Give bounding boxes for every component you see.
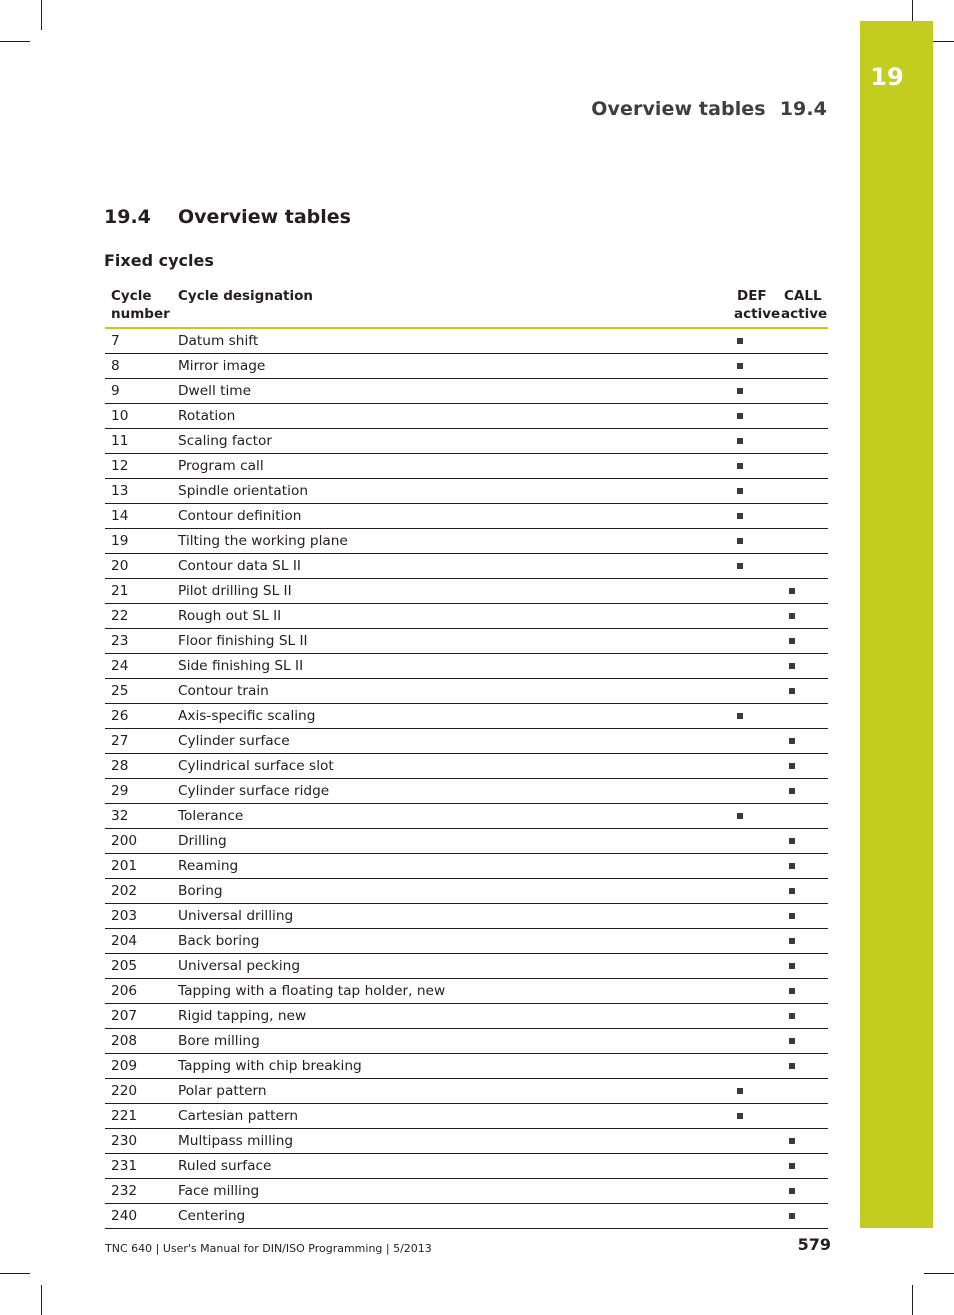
crop-mark (0, 1273, 30, 1274)
def-active-marker (737, 1088, 743, 1094)
call-active-cell (778, 779, 828, 804)
table-row (105, 1179, 828, 1204)
def-active-marker (737, 563, 743, 569)
table-row (105, 604, 828, 629)
def-active-marker (737, 388, 743, 394)
cycle-number-cell: 24 (105, 654, 172, 679)
call-active-marker (789, 1138, 795, 1144)
call-active-cell (778, 529, 828, 554)
header-cycle-number: Cycle number (105, 283, 172, 328)
def-active-marker (737, 413, 743, 419)
cycle-designation-cell: Floor finishing SL II (172, 629, 731, 654)
call-active-cell (778, 904, 828, 929)
def-active-cell (731, 354, 778, 379)
cycle-number-cell: 20 (105, 554, 172, 579)
running-header (591, 98, 827, 120)
table-row (105, 729, 828, 754)
cycle-number-cell: 207 (105, 1004, 172, 1029)
cycle-designation-cell: Back boring (172, 929, 731, 954)
call-active-marker (789, 988, 795, 994)
call-active-cell (778, 1054, 828, 1079)
def-active-cell (731, 979, 778, 1004)
call-active-cell (778, 729, 828, 754)
def-active-cell (731, 854, 778, 879)
call-active-cell (778, 454, 828, 479)
def-active-marker (737, 338, 743, 344)
call-active-cell (778, 1204, 828, 1229)
cycle-designation-cell: Cylindrical surface slot (172, 754, 731, 779)
cycle-number-cell: 231 (105, 1154, 172, 1179)
def-active-cell (731, 879, 778, 904)
cycle-number-cell: 221 (105, 1104, 172, 1129)
table-row (105, 579, 828, 604)
table-row (105, 904, 828, 929)
cycle-designation-cell: Program call (172, 454, 731, 479)
call-active-cell (778, 804, 828, 829)
def-active-marker (737, 438, 743, 444)
def-active-cell (731, 1154, 778, 1179)
call-active-cell (778, 979, 828, 1004)
call-active-cell (778, 954, 828, 979)
table-row (105, 654, 828, 679)
cycle-designation-cell: Ruled surface (172, 1154, 731, 1179)
call-active-cell (778, 604, 828, 629)
call-active-cell (778, 1029, 828, 1054)
header-cycle-designation: Cycle designation (172, 283, 731, 328)
cycles-table (105, 283, 828, 1229)
section-title-text: Overview tables (178, 206, 351, 228)
cycle-designation-cell: Tolerance (172, 804, 731, 829)
header-def-active: DEF active (731, 283, 778, 328)
def-active-cell (731, 704, 778, 729)
cycle-designation-cell: Drilling (172, 829, 731, 854)
cycle-number-cell: 25 (105, 679, 172, 704)
call-active-marker (789, 738, 795, 744)
call-active-marker (789, 788, 795, 794)
def-active-cell (731, 404, 778, 429)
call-active-marker (789, 888, 795, 894)
table-row (105, 328, 828, 354)
def-active-cell (731, 1054, 778, 1079)
cycle-designation-cell: Rough out SL II (172, 604, 731, 629)
call-active-cell (778, 504, 828, 529)
call-active-cell (778, 654, 828, 679)
cycle-designation-cell: Face milling (172, 1179, 731, 1204)
cycle-number-cell: 26 (105, 704, 172, 729)
cycle-designation-cell: Tapping with a floating tap holder, new (172, 979, 731, 1004)
call-active-cell (778, 379, 828, 404)
cycle-designation-cell: Cartesian pattern (172, 1104, 731, 1129)
call-active-cell (778, 328, 828, 354)
call-active-marker (789, 588, 795, 594)
footer-text: TNC 640 | User's Manual for DIN/ISO Programming | 5/2013 (105, 1242, 432, 1255)
table-row (105, 679, 828, 704)
cycle-number-cell: 206 (105, 979, 172, 1004)
cycle-designation-cell: Tapping with chip breaking (172, 1054, 731, 1079)
cycle-number-cell: 208 (105, 1029, 172, 1054)
table-row (105, 1129, 828, 1154)
def-active-cell (731, 429, 778, 454)
cycle-number-cell: 12 (105, 454, 172, 479)
call-active-marker (789, 1163, 795, 1169)
call-active-cell (778, 829, 828, 854)
call-active-cell (778, 554, 828, 579)
def-active-cell (731, 679, 778, 704)
table-row (105, 879, 828, 904)
call-active-marker (789, 638, 795, 644)
def-active-cell (731, 479, 778, 504)
def-active-marker (737, 488, 743, 494)
table-row (105, 704, 828, 729)
call-active-cell (778, 1179, 828, 1204)
table-row (105, 779, 828, 804)
cycle-number-cell: 240 (105, 1204, 172, 1229)
call-active-cell (778, 879, 828, 904)
cycle-number-cell: 13 (105, 479, 172, 504)
cycle-number-cell: 11 (105, 429, 172, 454)
crop-mark (41, 0, 42, 30)
table-row (105, 379, 828, 404)
call-active-cell (778, 354, 828, 379)
cycle-designation-cell: Contour definition (172, 504, 731, 529)
page-number: 579 (797, 1235, 831, 1254)
call-active-marker (789, 963, 795, 969)
cycle-number-cell: 205 (105, 954, 172, 979)
def-active-cell (731, 654, 778, 679)
table-row (105, 1079, 828, 1104)
cycle-designation-cell: Universal drilling (172, 904, 731, 929)
def-active-cell (731, 1129, 778, 1154)
crop-mark (0, 41, 30, 42)
call-active-marker (789, 1038, 795, 1044)
def-active-cell (731, 1204, 778, 1229)
call-active-cell (778, 479, 828, 504)
def-active-cell (731, 954, 778, 979)
cycle-number-cell: 28 (105, 754, 172, 779)
table-row (105, 554, 828, 579)
table-row (105, 829, 828, 854)
table-row (105, 504, 828, 529)
def-active-cell (731, 729, 778, 754)
call-active-cell (778, 629, 828, 654)
cycle-number-cell: 204 (105, 929, 172, 954)
def-active-cell (731, 1004, 778, 1029)
def-active-marker (737, 513, 743, 519)
call-active-cell (778, 1154, 828, 1179)
cycle-designation-cell: Spindle orientation (172, 479, 731, 504)
def-active-cell (731, 1179, 778, 1204)
call-active-marker (789, 913, 795, 919)
cycle-designation-cell: Contour train (172, 679, 731, 704)
table-row (105, 1154, 828, 1179)
table-row (105, 629, 828, 654)
cycle-designation-cell: Contour data SL II (172, 554, 731, 579)
cycle-designation-cell: Rigid tapping, new (172, 1004, 731, 1029)
def-active-cell (731, 579, 778, 604)
cycle-designation-cell: Scaling factor (172, 429, 731, 454)
call-active-marker (789, 1213, 795, 1219)
def-active-marker (737, 363, 743, 369)
table-row (105, 429, 828, 454)
def-active-cell (731, 929, 778, 954)
call-active-cell (778, 579, 828, 604)
cycle-designation-cell: Reaming (172, 854, 731, 879)
call-active-marker (789, 663, 795, 669)
def-active-cell (731, 554, 778, 579)
cycle-designation-cell: Boring (172, 879, 731, 904)
cycle-designation-cell: Cylinder surface (172, 729, 731, 754)
cycle-number-cell: 200 (105, 829, 172, 854)
header-call-active: CALL active (778, 283, 828, 328)
cycle-number-cell: 9 (105, 379, 172, 404)
call-active-cell (778, 854, 828, 879)
def-active-marker (737, 1113, 743, 1119)
cycle-designation-cell: Side finishing SL II (172, 654, 731, 679)
cycle-designation-cell: Rotation (172, 404, 731, 429)
call-active-cell (778, 404, 828, 429)
cycle-designation-cell: Polar pattern (172, 1079, 731, 1104)
cycle-number-cell: 209 (105, 1054, 172, 1079)
call-active-cell (778, 1104, 828, 1129)
def-active-cell (731, 829, 778, 854)
call-active-cell (778, 1004, 828, 1029)
def-active-marker (737, 463, 743, 469)
cycle-number-cell: 232 (105, 1179, 172, 1204)
cycle-number-cell: 19 (105, 529, 172, 554)
cycle-number-cell: 10 (105, 404, 172, 429)
call-active-cell (778, 704, 828, 729)
def-active-cell (731, 779, 778, 804)
def-active-cell (731, 629, 778, 654)
table-row (105, 529, 828, 554)
cycle-designation-cell: Universal pecking (172, 954, 731, 979)
cycle-designation-cell: Bore milling (172, 1029, 731, 1054)
call-active-cell (778, 429, 828, 454)
table-row (105, 479, 828, 504)
subsection-title: Fixed cycles (104, 251, 214, 270)
section-number: 19.4 (104, 206, 151, 228)
call-active-cell (778, 679, 828, 704)
call-active-marker (789, 763, 795, 769)
chapter-number: 19 (870, 63, 904, 91)
def-active-marker (737, 813, 743, 819)
cycle-number-cell: 29 (105, 779, 172, 804)
def-active-cell (731, 504, 778, 529)
crop-mark (924, 1273, 954, 1274)
cycle-designation-cell: Multipass milling (172, 1129, 731, 1154)
table-row (105, 454, 828, 479)
table-row (105, 1029, 828, 1054)
def-active-cell (731, 454, 778, 479)
def-active-cell (731, 804, 778, 829)
table-row (105, 854, 828, 879)
table-row (105, 979, 828, 1004)
running-header-title: Overview tables (591, 98, 766, 120)
cycles-table-body (105, 328, 828, 1229)
cycle-number-cell: 201 (105, 854, 172, 879)
table-row (105, 1004, 828, 1029)
cycle-number-cell: 22 (105, 604, 172, 629)
cycle-number-cell: 202 (105, 879, 172, 904)
cycle-number-cell: 14 (105, 504, 172, 529)
def-active-cell (731, 328, 778, 354)
cycle-number-cell: 230 (105, 1129, 172, 1154)
call-active-cell (778, 1079, 828, 1104)
cycle-number-cell: 220 (105, 1079, 172, 1104)
call-active-marker (789, 1188, 795, 1194)
cycle-number-cell: 32 (105, 804, 172, 829)
crop-mark (912, 1285, 913, 1315)
table-row (105, 1054, 828, 1079)
call-active-cell (778, 929, 828, 954)
cycle-designation-cell: Dwell time (172, 379, 731, 404)
cycle-number-cell: 23 (105, 629, 172, 654)
def-active-cell (731, 379, 778, 404)
call-active-cell (778, 1129, 828, 1154)
cycle-designation-cell: Axis-specific scaling (172, 704, 731, 729)
call-active-marker (789, 1013, 795, 1019)
cycle-designation-cell: Centering (172, 1204, 731, 1229)
table-row (105, 754, 828, 779)
cycle-number-cell: 27 (105, 729, 172, 754)
def-active-cell (731, 1104, 778, 1129)
call-active-marker (789, 838, 795, 844)
cycle-number-cell: 203 (105, 904, 172, 929)
call-active-cell (778, 754, 828, 779)
crop-mark (41, 1285, 42, 1315)
cycle-number-cell: 8 (105, 354, 172, 379)
call-active-marker (789, 688, 795, 694)
cycle-designation-cell: Datum shift (172, 328, 731, 354)
def-active-cell (731, 754, 778, 779)
def-active-cell (731, 1079, 778, 1104)
cycle-designation-cell: Mirror image (172, 354, 731, 379)
table-row (105, 354, 828, 379)
cycle-designation-cell: Tilting the working plane (172, 529, 731, 554)
table-row (105, 404, 828, 429)
table-row (105, 929, 828, 954)
table-row (105, 804, 828, 829)
cycle-number-cell: 21 (105, 579, 172, 604)
def-active-marker (737, 538, 743, 544)
call-active-marker (789, 1063, 795, 1069)
section-title (104, 206, 351, 228)
chapter-tab (860, 21, 933, 1228)
call-active-marker (789, 863, 795, 869)
def-active-cell (731, 1029, 778, 1054)
cycle-designation-cell: Pilot drilling SL II (172, 579, 731, 604)
def-active-cell (731, 904, 778, 929)
table-header-row (105, 283, 828, 328)
table-row (105, 954, 828, 979)
def-active-cell (731, 604, 778, 629)
def-active-cell (731, 529, 778, 554)
def-active-marker (737, 713, 743, 719)
running-header-number: 19.4 (779, 98, 827, 120)
table-row (105, 1104, 828, 1129)
table-row (105, 1204, 828, 1229)
cycle-designation-cell: Cylinder surface ridge (172, 779, 731, 804)
cycle-number-cell: 7 (105, 328, 172, 354)
call-active-marker (789, 613, 795, 619)
call-active-marker (789, 938, 795, 944)
